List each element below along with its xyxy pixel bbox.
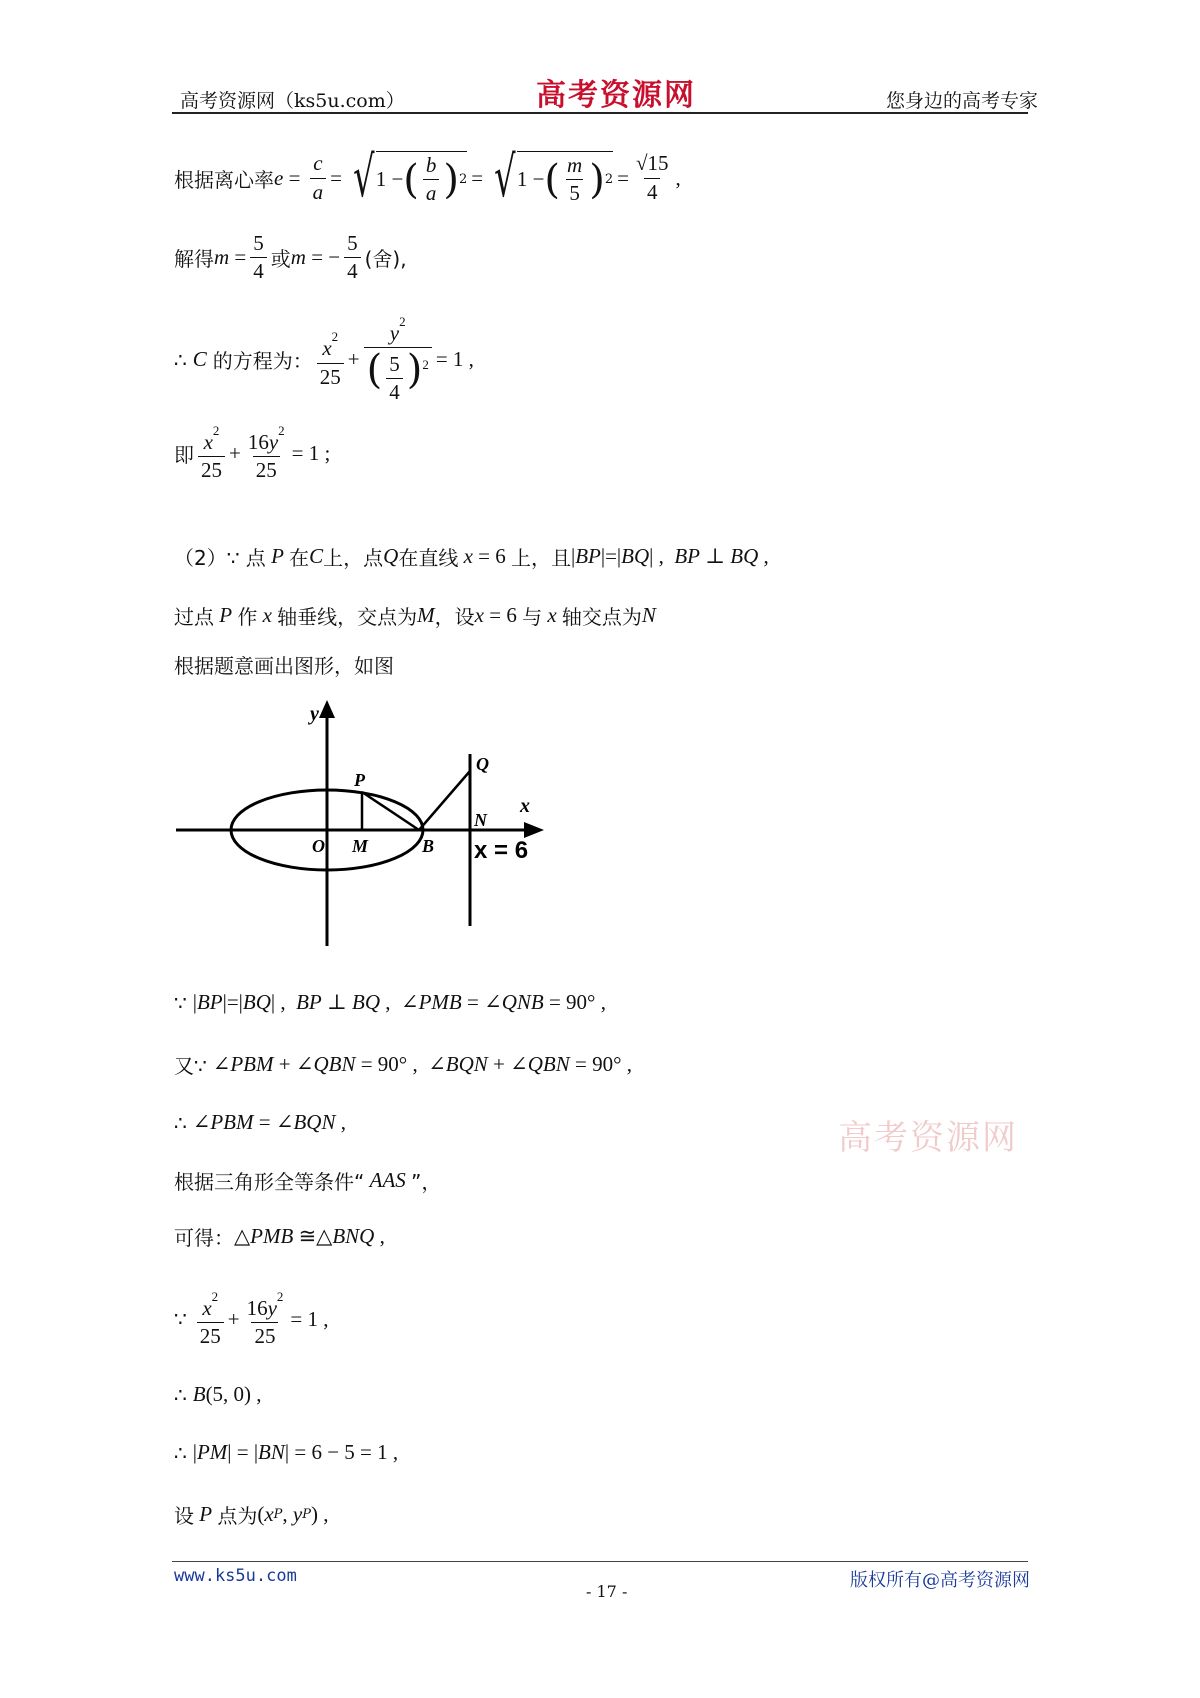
text-discard: (舍), [364, 247, 407, 272]
text-congruence-a: 根据三角形全等条件“ [174, 1170, 365, 1194]
line-congruent: 可得： △ PMB ≅△ BNQ , [174, 1224, 385, 1250]
text-point-is: 点为 [217, 1504, 258, 1528]
label-line-eq: x = 6 [474, 837, 529, 864]
text-perp-e: 与 [522, 605, 543, 629]
text-let: 设 [174, 1504, 194, 1528]
line-angle-equal: ∴ ∠ PBM = ∠ BQN , [174, 1110, 346, 1135]
text-part2-e: 上，且 [511, 546, 571, 570]
label-o: O [312, 836, 325, 856]
text-part2-b: 在 [289, 546, 310, 570]
text-part2-d: 在直线 [398, 546, 459, 570]
text-perp-b: 作 [237, 605, 258, 629]
header-slogan: 您身边的高考专家 [885, 90, 1038, 112]
text-because-1: ∵ [174, 990, 187, 1015]
line-pm-length: ∴ | PM | = | BN | = 6 − 5 = 1 , [174, 1440, 399, 1465]
x-axis-arrow [524, 822, 544, 838]
label-b: B [422, 836, 435, 856]
text-part2-a: （2）∵ 点 [174, 546, 266, 570]
header-logo: 高考资源网 [536, 78, 696, 113]
text-eccentricity-label: 根据离心率 [174, 167, 274, 192]
text-perp-f: 轴交点为 [561, 605, 642, 629]
header-rule [172, 112, 1028, 114]
text-also-because: 又∵ [174, 1054, 207, 1078]
label-m: M [352, 836, 369, 856]
text-part2-c: 上，点 [323, 546, 384, 570]
text-therefore: ∴ [174, 347, 187, 372]
footer-rule [172, 1561, 1028, 1562]
line-since-1: ∵ | BP |=| BQ | , BP ⊥ BQ , ∠ PMB = ∠ QNB = 90° , [174, 990, 606, 1015]
page-number: - 17 - [586, 1582, 628, 1601]
line-eccentricity: 根据离心率 e = $\frac{c}{a}$ = √ 1 − ( $\frac{b}{a}$ ) 2 = √ 1 − ( $\frac{m}{5}$ ) 2 = $\frac{√15}{4}$ , [174, 145, 681, 210]
line-point-b: ∴ B (5, 0) , [174, 1382, 262, 1407]
text-solve: 解得 [174, 247, 214, 272]
label-n: N [474, 810, 487, 830]
ellipse-figure [172, 696, 552, 956]
text-ie: 即 [174, 442, 194, 467]
line-since-2: 又∵ ∠ PBM + ∠ QBN = 90° , ∠ BQN + ∠ QBN = 90° , [174, 1052, 632, 1078]
segment-bq [419, 771, 470, 830]
text-therefore-2: ∴ [174, 1110, 187, 1135]
line-ellipse-eq-again: ∵ $\frac{x^2}{25}$ + $\frac{16y^2}{25}$ = 1 , [174, 1289, 329, 1349]
line-simplified: 即 $\frac{x^2}{25}$ + $\frac{16y^2}{25}$ = 1 ; [174, 423, 331, 483]
text-or: 或 [270, 247, 291, 272]
label-x: x [520, 795, 530, 817]
text-draw-figure: 根据题意画出图形，如图 [174, 654, 394, 678]
line-solve-m: 解得 m = $\frac{5}{4}$ 或 m = − $\frac{5}{4}$ (舍), [174, 231, 407, 284]
line-equation-c: ∴ C 的方程为： $\frac{x^2}{25}$ + $y^2$ ( $\frac{5}{4}$ )$^2$ = 1 , [174, 314, 474, 404]
text-perp-c: 轴垂线，交点为 [277, 605, 418, 629]
line-perpendicular: 过点 P 作 x 轴垂线，交点为 M ，设 x = 6 与 x 轴交点为 N [174, 603, 656, 629]
header-site-name: 高考资源网（ks5u.com） [180, 90, 405, 112]
text-therefore-3: ∴ [174, 1382, 187, 1407]
line-part2: （2）∵ 点 P 在 C 上，点 Q 在直线 x = 6 上，且 | BP |=| BQ | , BP ⊥ BQ , [174, 544, 769, 570]
label-q: Q [476, 754, 489, 774]
line-draw-figure [174, 650, 394, 679]
watermark: 高考资源网 [838, 1118, 1018, 1158]
line-congruence-condition: 根据三角形全等条件“ AAS ”， [174, 1168, 442, 1194]
y-axis-arrow [319, 700, 335, 718]
text-perp-a: 过点 [174, 605, 214, 629]
label-y: y [310, 703, 319, 725]
footer-url-link[interactable]: www.ks5u.com [174, 1566, 297, 1586]
text-therefore-4: ∴ [174, 1440, 187, 1465]
text-obtain: 可得： [174, 1226, 234, 1250]
label-p: P [354, 770, 365, 790]
text-because-3: ∵ [174, 1307, 187, 1332]
text-perp-d: ，设 [434, 605, 475, 629]
text-congruence-b: ”， [411, 1170, 442, 1194]
text-equation-of: 的方程为： [212, 349, 313, 374]
footer-copyright: 版权所有@高考资源网 [850, 1570, 1030, 1591]
line-set-p: 设 P 点为 ( x P , y P ) , [174, 1502, 329, 1528]
